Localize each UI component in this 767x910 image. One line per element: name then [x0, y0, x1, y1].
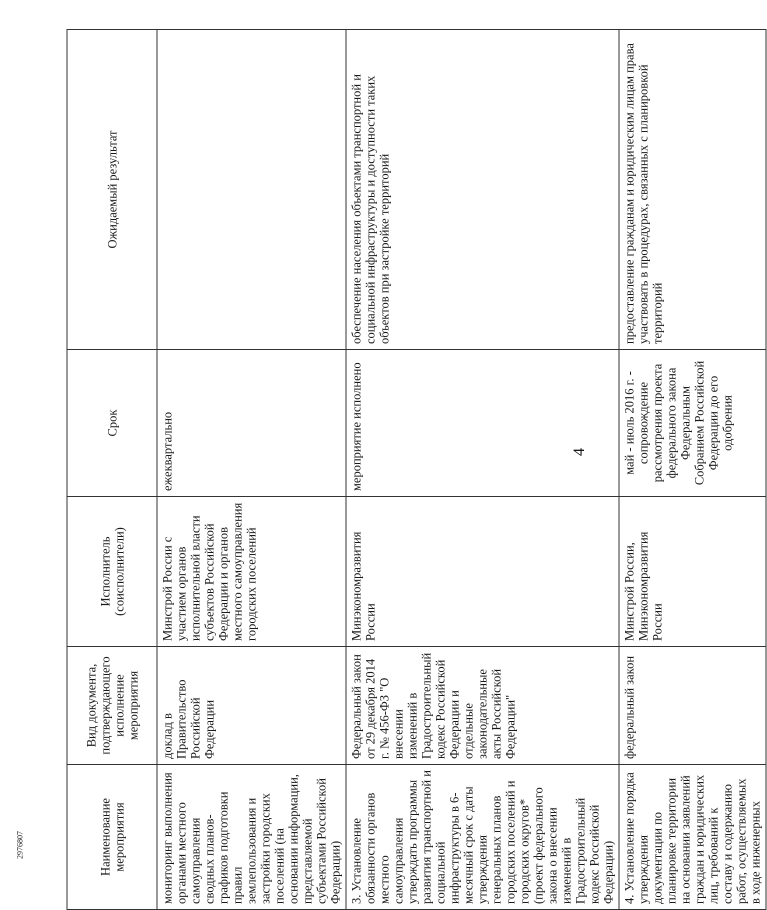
cell-executor: Минэкономразвития России [346, 497, 619, 647]
header-executor: Исполнитель (соисполнители) [67, 497, 157, 647]
header-expected-result: Ожидаемый результат [67, 30, 157, 350]
rotated-table-container [67, 30, 763, 910]
header-measure-name: Наименование мероприятия [67, 765, 157, 910]
cell-measure-name: 4. Установление порядка утверждения документации по планировке территории на основании заявлений граждан и юридических лиц, требований к составу и содержанию работ, осуществляемых в ходе инженерных [619, 765, 766, 910]
cell-expected-result: обеспечение населения объектами транспортной и социальной инфраструктуры и доступности таких объектов при застройке территорий [346, 30, 619, 350]
cell-expected-result: предоставление гражданам и юридическим лицам права участвовать в процедурах, связанных с планировкой территорий [619, 30, 766, 350]
cell-executor: Минстрой России с участием органов исполнительной власти субъектов Российской Федерации и органов местного самоуправления городских поселений [157, 497, 346, 647]
document-reference: 2976807 [15, 831, 25, 859]
table-header-row [67, 30, 157, 910]
cell-document-type: доклад в Правительство Российской Федерации [157, 647, 346, 765]
table-row [346, 30, 619, 910]
cell-term: мероприятие исполнено [346, 350, 619, 497]
cell-measure-name: мониторинг выполнения органами местного самоуправления сводных планов-графиков подготовки правил землепользования и застройки городских поселений (на основании информации, представляемой субъектами Российской Федерации) [157, 765, 346, 910]
header-document-type: Вид документа, подтверждающего исполнение мероприятия [67, 647, 157, 765]
table-row [619, 30, 766, 910]
cell-term: май - июль 2016 г. - сопровождение рассмотрения проекта федерального закона Федеральным Собранием Российской Федерации до его одобрения [619, 350, 766, 497]
measures-table [67, 29, 767, 910]
page-number: 4 [571, 448, 588, 456]
header-term: Срок [67, 350, 157, 497]
cell-document-type: федеральный закон [619, 647, 766, 765]
cell-document-type: Федеральный закон от 29 декабря 2014 г. № 456-ФЗ "О внесении изменений в Градостроительный кодекс Российской Федерации и отдельные законодательные акты Российской Федерации" [346, 647, 619, 765]
cell-expected-result [157, 30, 346, 350]
cell-term: ежеквартально [157, 350, 346, 497]
table-row [157, 30, 346, 910]
cell-executor: Минстрой России, Минэкономразвития России [619, 497, 766, 647]
cell-measure-name: 3. Установление обязанности органов местного самоуправления утверждать программы развития транспортной и социальной инфраструктуры в 6-месячный срок с даты утверждения генеральных планов городских поселений и городских округов* (проект федерального закона о внесении изменений в Градостроительный кодекс Российской Федерации) [346, 765, 619, 910]
